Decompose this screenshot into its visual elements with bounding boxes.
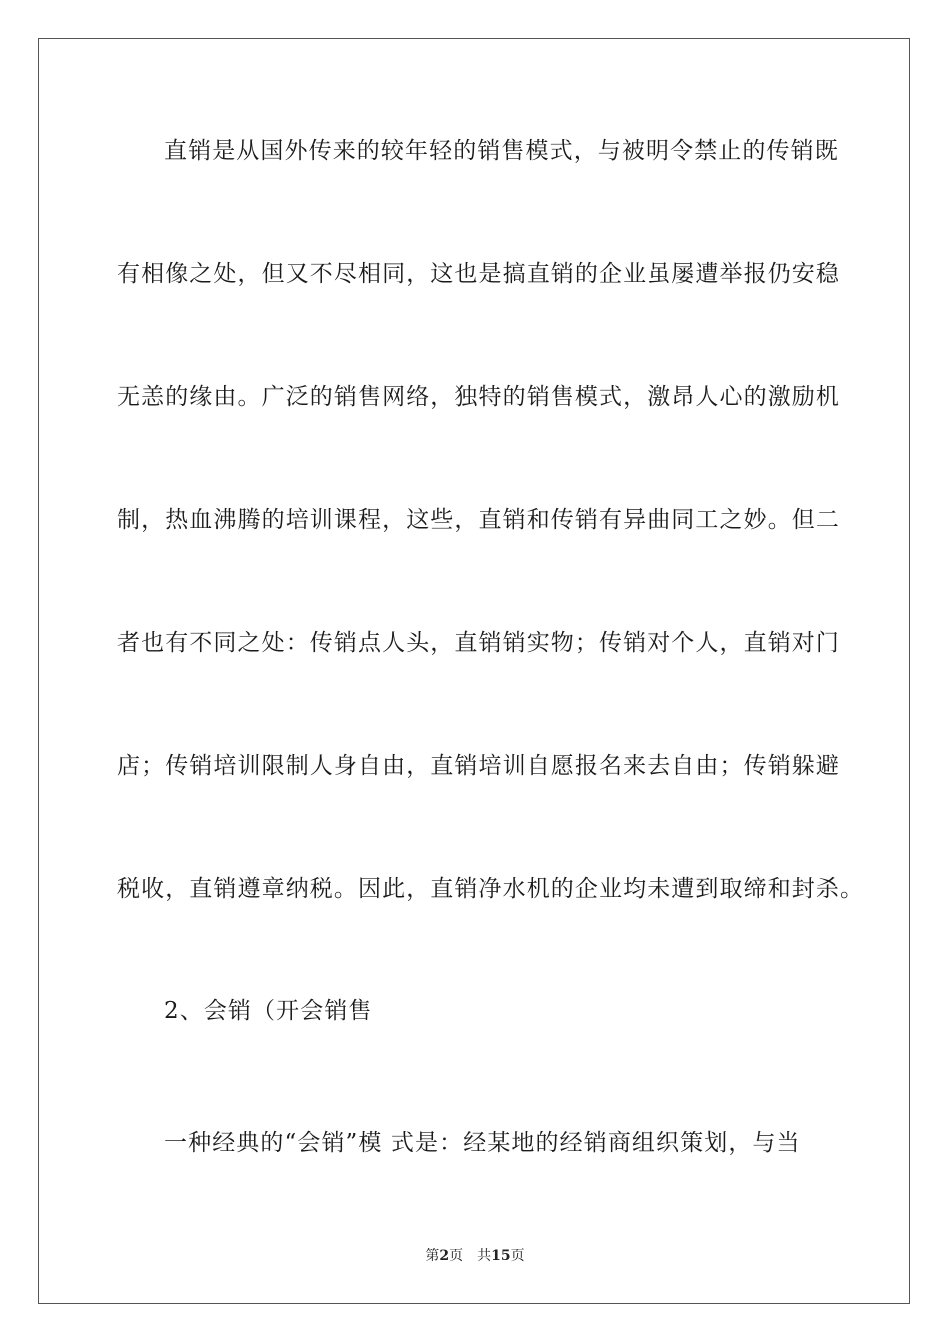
footer-page-prefix: 第 — [425, 1248, 440, 1264]
section-heading: 2、会销（开会销售 — [164, 998, 373, 1024]
footer-total-suffix: 页 — [510, 1248, 525, 1264]
body-text-line: 者也有不同之处：传销点人头，直销销实物；传销对个人，直销对门 — [117, 630, 840, 656]
body-text-line: 一种经典的“会销”模 式是：经某地的经销商组织策划，与当 — [164, 1130, 801, 1156]
footer-total-prefix: 共 — [477, 1248, 492, 1264]
footer-total-pages: 15 — [491, 1248, 511, 1264]
body-text-line: 制，热血沸腾的培训课程，这些，直销和传销有异曲同工之妙。但二 — [117, 507, 840, 533]
footer-page-suffix: 页 — [449, 1248, 464, 1264]
body-text-line: 直销是从国外传来的较年轻的销售模式，与被明令禁止的传销既 — [164, 138, 839, 164]
body-text-line: 店；传销培训限制人身自由，直销培训自愿报名来去自由；传销躲避 — [117, 753, 840, 779]
footer-page-number: 2 — [439, 1248, 450, 1264]
page-border — [38, 38, 910, 1304]
body-text-line: 税收，直销遵章纳税。因此，直销净水机的企业均未遭到取缔和封杀。 — [117, 876, 865, 902]
body-text-line: 无恙的缘由。广泛的销售网络，独特的销售模式，激昂人心的激励机 — [117, 384, 840, 410]
body-text-line: 有相像之处，但又不尽相同，这也是搞直销的企业虽屡遭举报仍安稳 — [117, 261, 840, 287]
page-footer — [0, 1247, 950, 1265]
